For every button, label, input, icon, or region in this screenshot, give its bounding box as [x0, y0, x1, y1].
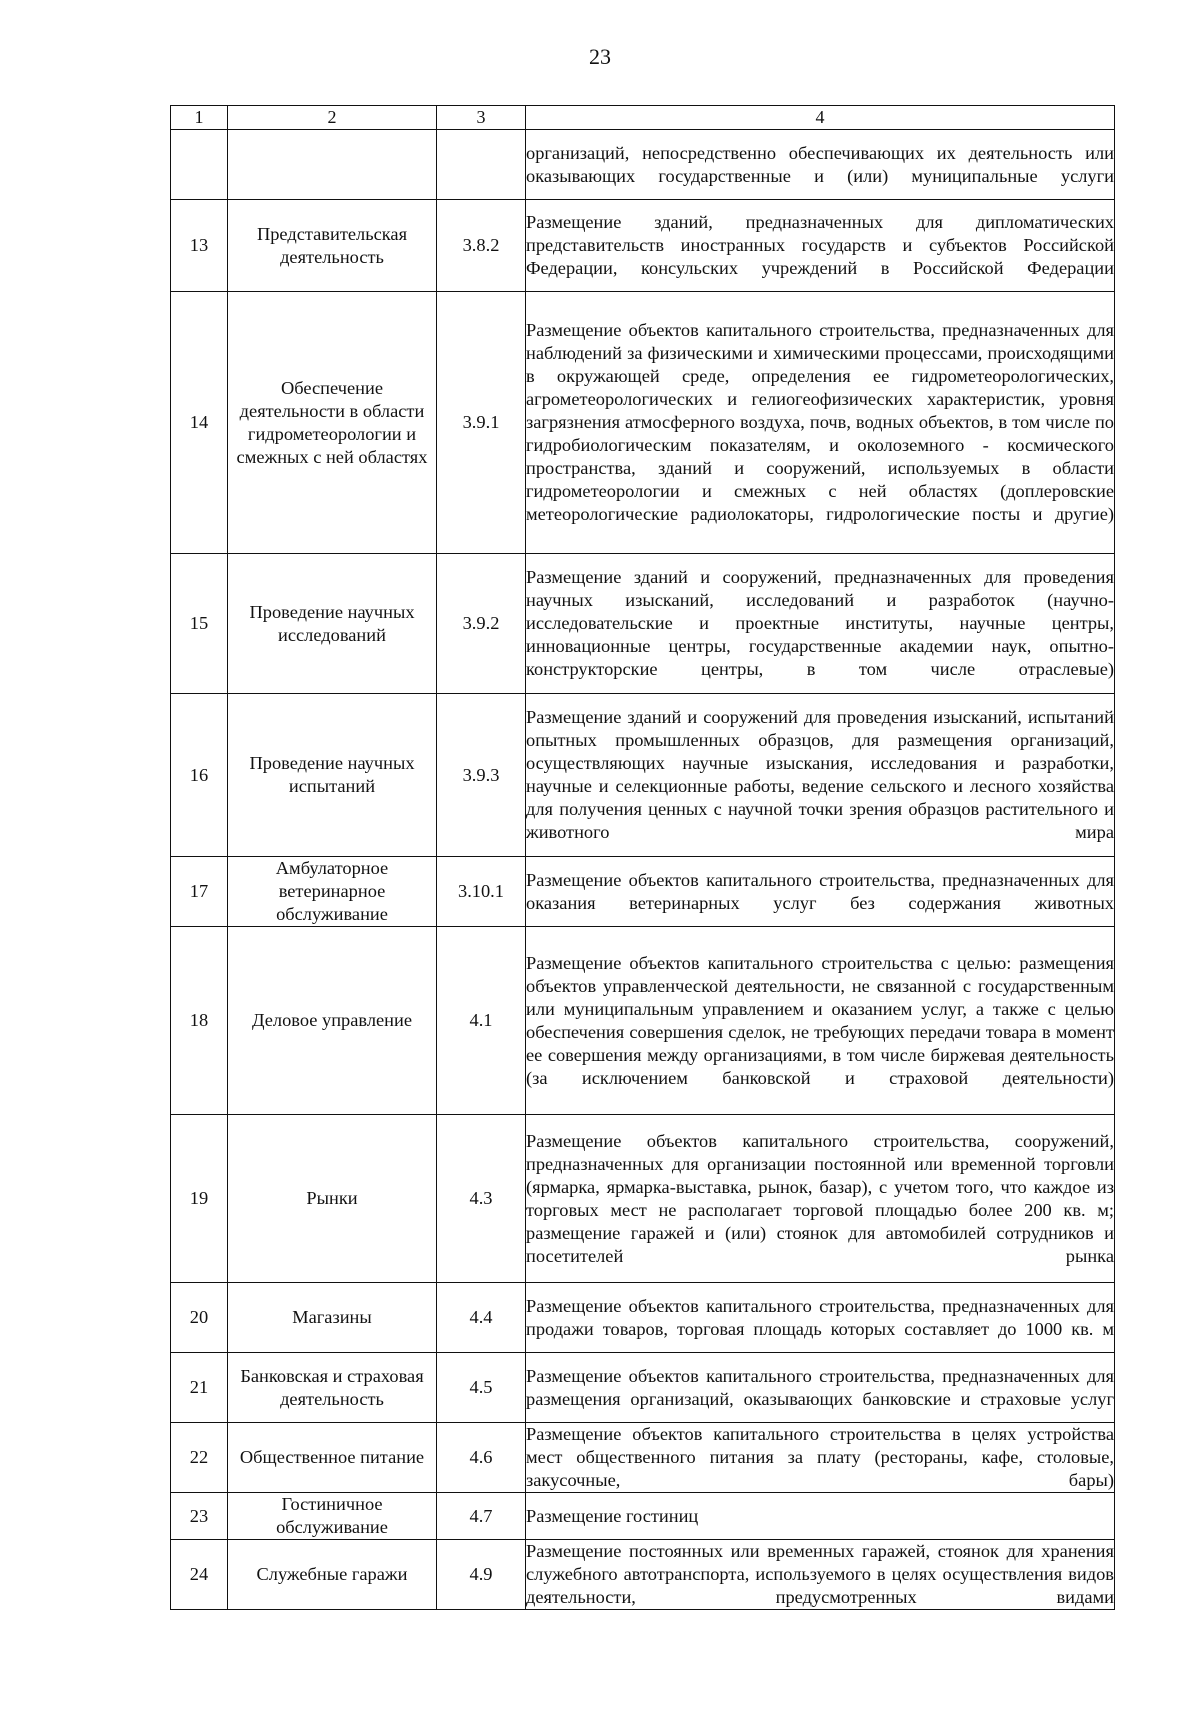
header-cell: 3: [437, 106, 526, 130]
row-name: Служебные гаражи: [228, 1540, 437, 1610]
row-number: [171, 130, 228, 200]
row-code: 4.4: [437, 1283, 526, 1353]
header-cell: 4: [526, 106, 1115, 130]
table-row: [171, 1353, 1115, 1423]
row-name: Обеспечение деятельности в области гидрометеорологии и смежных с ней областях: [228, 292, 437, 554]
row-description: Размещение зданий и сооружений, предназначенных для проведения научных изысканий, исследований и разработок (научно-исследовательские и проектные институты, научные центры, инновационные центры, государственные академии наук, опытно-конструкторские центры, в том числе отраслевые): [526, 554, 1115, 694]
row-description: организаций, непосредственно обеспечивающих их деятельность или оказывающих государственные и (или) муниципальные услуги: [526, 130, 1115, 200]
row-number: 15: [171, 554, 228, 694]
row-name: Рынки: [228, 1115, 437, 1283]
table-row: [171, 1493, 1115, 1540]
row-number: 22: [171, 1423, 228, 1493]
land-use-table: [170, 105, 1115, 1610]
row-code: 3.10.1: [437, 857, 526, 927]
row-number: 19: [171, 1115, 228, 1283]
table-row: [171, 554, 1115, 694]
row-number: 18: [171, 927, 228, 1115]
row-number: 24: [171, 1540, 228, 1610]
table-row: [171, 130, 1115, 200]
table-header-row: [171, 106, 1115, 130]
row-description: Размещение объектов капитального строительства, сооружений, предназначенных для организации постоянной или временной торговли (ярмарка, ярмарка-выставка, рынок, базар), с учетом того, что каждое из торговых мест не располагает торговой площадью более 200 кв. м; размещение гаражей и (или) стоянок для автомобилей сотрудников и посетителей рынка: [526, 1115, 1115, 1283]
table-row: [171, 1115, 1115, 1283]
row-number: 13: [171, 200, 228, 292]
header-cell: 1: [171, 106, 228, 130]
table-row: [171, 1540, 1115, 1610]
row-name: Магазины: [228, 1283, 437, 1353]
row-code: 4.9: [437, 1540, 526, 1610]
row-number: 16: [171, 694, 228, 857]
row-name: Проведение научных испытаний: [228, 694, 437, 857]
row-code: 3.9.2: [437, 554, 526, 694]
row-name: Деловое управление: [228, 927, 437, 1115]
row-code: 3.9.1: [437, 292, 526, 554]
row-description: Размещение объектов капитального строительства, предназначенных для продажи товаров, торговая площадь которых составляет до 1000 кв. м: [526, 1283, 1115, 1353]
row-number: 14: [171, 292, 228, 554]
row-number: 23: [171, 1493, 228, 1540]
row-name: Гостиничное обслуживание: [228, 1493, 437, 1540]
row-code: [437, 130, 526, 200]
row-description: Размещение объектов капитального строительства, предназначенных для размещения организаций, оказывающих банковские и страховые услуг: [526, 1353, 1115, 1423]
row-description: Размещение объектов капитального строительства с целью: размещения объектов управленческой деятельности, не связанной с государственным или муниципальным управлением и оказанием услуг, а также с целью обеспечения совершения сделок, не требующих передачи товара в момент ее совершения между организациями, в том числе биржевая деятельность (за исключением банковской и страховой деятельности): [526, 927, 1115, 1115]
row-description: Размещение зданий, предназначенных для дипломатических представительств иностранных государств и субъектов Российской Федерации, консульских учреждений в Российской Федерации: [526, 200, 1115, 292]
table-row: [171, 1423, 1115, 1493]
table-row: [171, 1283, 1115, 1353]
row-code: 3.9.3: [437, 694, 526, 857]
row-description: Размещение объектов капитального строительства, предназначенных для наблюдений за физическими и химическими процессами, происходящими в окружающей среде, определения ее гидрометеорологических, агрометеорологических и гелиогеофизических характеристик, уровня загрязнения атмосферного воздуха, почв, водных объектов, в том числе по гидробиологическим показателям, и околоземного - космического пространства, зданий и сооружений, используемых в области гидрометеорологии и смежных с ней областях (доплеровские метеорологические радиолокаторы, гидрологические посты и другие): [526, 292, 1115, 554]
row-name: Амбулаторное ветеринарное обслуживание: [228, 857, 437, 927]
table-row: [171, 857, 1115, 927]
row-name: [228, 130, 437, 200]
row-code: 4.1: [437, 927, 526, 1115]
row-code: 4.5: [437, 1353, 526, 1423]
table-row: [171, 927, 1115, 1115]
row-code: 3.8.2: [437, 200, 526, 292]
row-number: 21: [171, 1353, 228, 1423]
row-name: Банковская и страховая деятельность: [228, 1353, 437, 1423]
row-code: 4.3: [437, 1115, 526, 1283]
header-cell: 2: [228, 106, 437, 130]
row-number: 20: [171, 1283, 228, 1353]
row-number: 17: [171, 857, 228, 927]
row-code: 4.7: [437, 1493, 526, 1540]
row-code: 4.6: [437, 1423, 526, 1493]
row-name: Проведение научных исследований: [228, 554, 437, 694]
row-description: Размещение зданий и сооружений для проведения изысканий, испытаний опытных промышленных образцов, для размещения организаций, осуществляющих научные изыскания, исследования и разработки, научные и селекционные работы, ведение сельского и лесного хозяйства для получения ценных с научной точки зрения образцов растительного и животного мира: [526, 694, 1115, 857]
table-row: [171, 200, 1115, 292]
table-row: [171, 292, 1115, 554]
table-row: [171, 694, 1115, 857]
row-description: Размещение объектов капитального строительства в целях устройства мест общественного питания за плату (рестораны, кафе, столовые, закусочные, бары): [526, 1423, 1115, 1493]
row-name: Представительская деятельность: [228, 200, 437, 292]
row-name: Общественное питание: [228, 1423, 437, 1493]
row-description: Размещение гостиниц: [526, 1493, 1115, 1540]
row-description: Размещение объектов капитального строительства, предназначенных для оказания ветеринарных услуг без содержания животных: [526, 857, 1115, 927]
page-number: 23: [589, 44, 611, 69]
row-description: Размещение постоянных или временных гаражей, стоянок для хранения служебного автотранспорта, используемого в целях осуществления видов деятельности, предусмотренных видами: [526, 1540, 1115, 1610]
